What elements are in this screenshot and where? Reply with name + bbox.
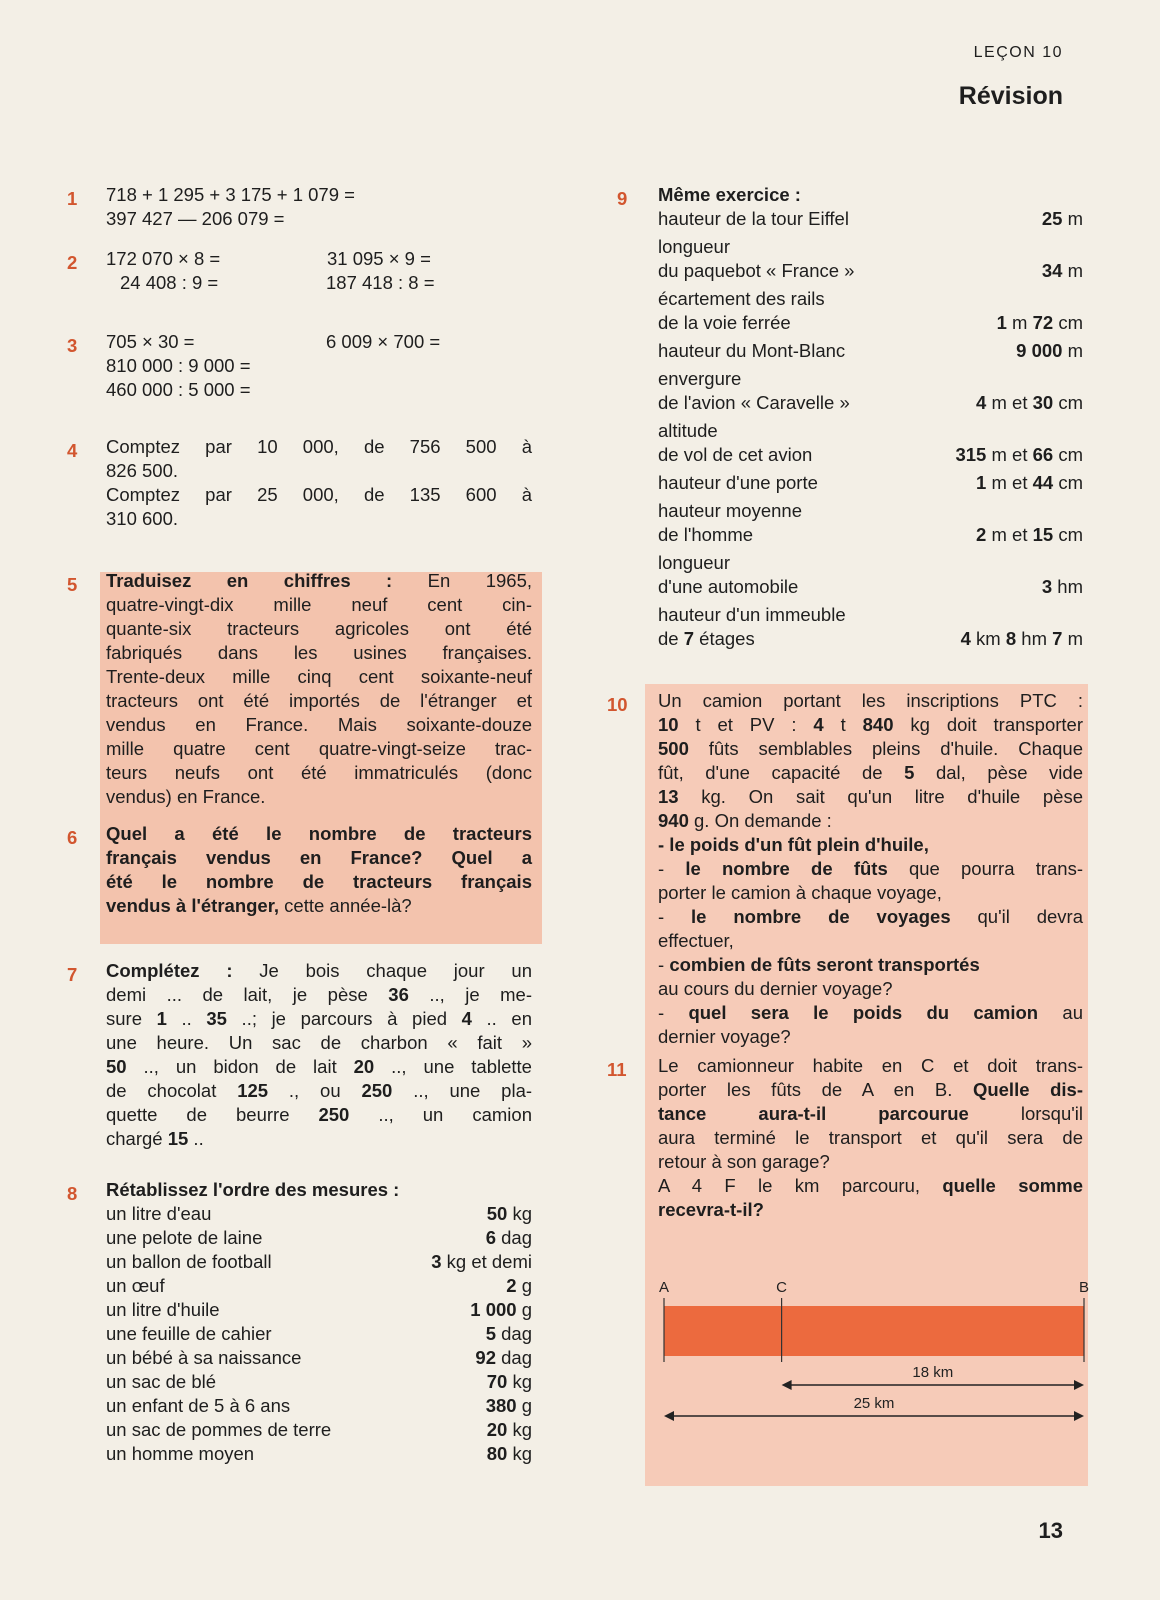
ex2-op-2: 31 095 × 9 = bbox=[327, 248, 431, 269]
ex9-item-pre: hauteur moyenne bbox=[658, 500, 802, 521]
ex5-line-4: Trente-deux mille cinq cent soixante-neuf bbox=[106, 666, 532, 687]
ex9-item-value: 3 hm bbox=[1041, 576, 1083, 597]
ex8-measure-label: un œuf bbox=[106, 1275, 165, 1296]
ex9-item-value: 1 m et 44 cm bbox=[976, 472, 1083, 493]
ex8-measure-row bbox=[106, 1202, 532, 1226]
ex8-measure-list bbox=[106, 1202, 532, 1466]
diagram-label-b: B bbox=[1078, 1279, 1090, 1296]
ex9-item-value: 9 000 m bbox=[1016, 340, 1083, 361]
ex10-q3b: le nombre de voyages bbox=[691, 906, 951, 927]
exercise-number-10: 10 bbox=[607, 694, 628, 715]
distance-cb-arrowhead-right bbox=[1074, 1380, 1084, 1390]
diagram-label-c: C bbox=[776, 1279, 788, 1296]
ex8-measure-row bbox=[106, 1394, 532, 1418]
exercise-1 bbox=[106, 183, 355, 231]
ex11-l2b: Quelle dis- bbox=[972, 1079, 1083, 1100]
ex9-item-pre: hauteur d'un immeuble bbox=[658, 604, 846, 625]
ex8-measure-label: un homme moyen bbox=[106, 1443, 255, 1464]
ex3-op-2: 6 009 × 700 = bbox=[326, 331, 441, 352]
ex4-line-4: 310 600. bbox=[106, 508, 179, 529]
exercise-number-9: 9 bbox=[617, 188, 628, 209]
ex7-line-5c: 20 bbox=[353, 1056, 375, 1077]
ex6-line-1: Quel a été le nombre de tracteurs bbox=[106, 823, 532, 844]
exercise-10 bbox=[658, 689, 1083, 1049]
ex7-line-6c: ., ou bbox=[268, 1080, 362, 1101]
ex7-line-8c: .. bbox=[188, 1128, 204, 1149]
ex11-line-7: recevra-t-il? bbox=[658, 1199, 764, 1220]
ex7-line-3f: 4 bbox=[461, 1008, 472, 1029]
ex2-op-3: 24 408 : 9 = bbox=[120, 272, 219, 293]
ex7-line-2a: demi ... de lait, je pèse bbox=[106, 984, 389, 1005]
ex10-l2c: 4 bbox=[813, 714, 824, 735]
ex7-line-3g: .. en bbox=[471, 1008, 532, 1029]
ex9-item-label: de la voie ferrée bbox=[658, 312, 791, 333]
ex10-q5c: au bbox=[1038, 1002, 1083, 1023]
ex7-line-7c: .., un camion bbox=[349, 1104, 532, 1125]
ex5-line-0: En 1965, bbox=[392, 570, 533, 591]
exercise-2 bbox=[106, 247, 486, 295]
exercise-9 bbox=[658, 183, 1083, 655]
ex9-title: Même exercice : bbox=[658, 184, 801, 205]
ex10-l3b: fûts semblables pleins d'huile. Chaque bbox=[688, 738, 1083, 759]
ex10-q2c: que pourra trans- bbox=[887, 858, 1083, 879]
ex7-line-3d: 35 bbox=[206, 1008, 227, 1029]
ex9-item-pre: envergure bbox=[658, 368, 742, 389]
ex9-measure-item bbox=[658, 235, 1083, 283]
ex7-line-6a: de chocolat bbox=[106, 1080, 238, 1101]
distance-ab-arrowhead-left bbox=[664, 1411, 674, 1421]
exercise-number-8: 8 bbox=[67, 1183, 78, 1204]
distance-diagram bbox=[650, 1270, 1090, 1430]
ex7-line-3e: ..; je parcours à pied bbox=[226, 1008, 462, 1029]
ex9-item-label: d'une automobile bbox=[658, 576, 799, 597]
ex6-line-4-rest: cette année-là? bbox=[279, 895, 412, 916]
ex9-item-value: 2 m et 15 cm bbox=[976, 524, 1083, 545]
ex1-line-2: 397 427 — 206 079 = bbox=[106, 208, 285, 229]
ex8-measure-value: 3 kg et demi bbox=[431, 1251, 532, 1272]
ex10-l5a: 13 bbox=[658, 786, 679, 807]
exercise-number-5: 5 bbox=[67, 574, 78, 595]
ex3-op-4: 460 000 : 5 000 = bbox=[106, 379, 251, 400]
ex8-measure-row bbox=[106, 1370, 532, 1394]
ex9-item-value: 4 m et 30 cm bbox=[976, 392, 1083, 413]
exercise-number-6: 6 bbox=[67, 827, 78, 848]
ex10-l2a: 10 bbox=[658, 714, 679, 735]
ex8-measure-value: 70 kg bbox=[486, 1371, 532, 1392]
exercise-6 bbox=[106, 822, 532, 918]
ex10-line-1: Un camion portant les inscriptions PTC : bbox=[658, 690, 1083, 711]
ex8-measure-value: 6 dag bbox=[485, 1227, 532, 1248]
exercise-number-3: 3 bbox=[67, 335, 78, 356]
ex4-line-2: 826 500. bbox=[106, 460, 179, 481]
ex10-q5d: dernier voyage? bbox=[658, 1026, 791, 1047]
ex5-line-3: fabriqués dans les usines françaises. bbox=[106, 642, 532, 663]
ex2-op-1: 172 070 × 8 = bbox=[106, 248, 221, 269]
ex11-l3b: lorsqu'il bbox=[968, 1103, 1083, 1124]
page-title: Révision bbox=[958, 82, 1063, 110]
ex5-line-6: vendus en France. Mais soixante-douze bbox=[106, 714, 532, 735]
ex9-item-label: de vol de cet avion bbox=[658, 444, 813, 465]
ex4-line-1: Comptez par 10 000, de 756 500 à bbox=[106, 436, 532, 457]
ex5-line-1: quatre-vingt-dix mille neuf cent cin- bbox=[106, 594, 532, 615]
exercise-number-2: 2 bbox=[67, 252, 78, 273]
ex9-item-value: 315 m et 66 cm bbox=[955, 444, 1083, 465]
ex8-measure-value: 380 g bbox=[485, 1395, 532, 1416]
ex8-measure-value: 50 kg bbox=[486, 1203, 532, 1224]
ex8-measure-value: 1 000 g bbox=[470, 1299, 532, 1320]
ex10-q4b: combien de fûts seront transportés bbox=[669, 954, 980, 975]
ex8-measure-row bbox=[106, 1226, 532, 1250]
ex10-q3c: qu'il devra bbox=[950, 906, 1083, 927]
ex6-line-3: été le nombre de tracteurs français bbox=[106, 871, 532, 892]
ex8-measure-label: un sac de blé bbox=[106, 1371, 217, 1392]
ex5-lead: Traduisez en chiffres : bbox=[106, 570, 393, 591]
ex10-l2e: 840 bbox=[862, 714, 894, 735]
ex9-item-value: 34 m bbox=[1041, 260, 1083, 281]
ex9-measure-list bbox=[658, 207, 1083, 651]
ex7-line-6e: .., une pla- bbox=[392, 1080, 533, 1101]
lesson-label: LEÇON 10 bbox=[973, 44, 1063, 61]
ex7-line-2b: 36 bbox=[388, 984, 409, 1005]
ex8-measure-row bbox=[106, 1418, 532, 1442]
ex11-line-1: Le camionneur habite en C et doit trans- bbox=[658, 1055, 1083, 1076]
ex7-lead: Complétez : bbox=[106, 960, 233, 981]
exercise-4 bbox=[106, 435, 532, 531]
exercise-number-11: 11 bbox=[607, 1059, 627, 1080]
ex11-l6b: quelle somme bbox=[942, 1175, 1083, 1196]
ex8-measure-label: un sac de pommes de terre bbox=[106, 1419, 332, 1440]
diagram-label-a: A bbox=[658, 1279, 670, 1296]
ex3-op-1: 705 × 30 = bbox=[106, 331, 195, 352]
exercise-11 bbox=[658, 1054, 1083, 1222]
ex8-measure-value: 2 g bbox=[506, 1275, 532, 1296]
ex8-measure-row bbox=[106, 1274, 532, 1298]
ex7-line-2c: .., je me- bbox=[408, 984, 532, 1005]
ex9-item-label: de l'avion « Caravelle » bbox=[658, 392, 850, 413]
road-bar bbox=[664, 1306, 1084, 1356]
ex6-line-2: français vendus en France? Quel a bbox=[106, 847, 532, 868]
ex8-title: Rétablissez l'ordre des mesures : bbox=[106, 1179, 400, 1200]
ex6-line-4-bold: vendus à l'étranger, bbox=[106, 895, 280, 916]
ex9-measure-item bbox=[658, 551, 1083, 599]
ex9-item-pre: longueur bbox=[658, 236, 731, 257]
ex10-l2d: t bbox=[823, 714, 863, 735]
ex10-q5b: quel sera le poids du camion bbox=[688, 1002, 1039, 1023]
ex10-l4c: dal, pèse vide bbox=[914, 762, 1083, 783]
ex8-measure-label: un ballon de football bbox=[106, 1251, 272, 1272]
ex10-q2b: le nombre de fûts bbox=[685, 858, 888, 879]
ex11-l6a: A 4 F le km parcouru, bbox=[658, 1175, 943, 1196]
ex9-item-label: de l'homme bbox=[658, 524, 754, 545]
ex9-item-value: 4 km 8 hm 7 m bbox=[960, 628, 1083, 649]
ex8-measure-row bbox=[106, 1250, 532, 1274]
ex9-measure-item bbox=[658, 603, 1083, 651]
ex2-op-4: 187 418 : 8 = bbox=[326, 272, 435, 293]
ex10-q2a: - bbox=[658, 858, 686, 879]
ex9-item-label: de 7 étages bbox=[658, 628, 755, 649]
ex9-item-pre: longueur bbox=[658, 552, 731, 573]
ex7-line-5b: .., un bidon de lait bbox=[126, 1056, 354, 1077]
distance-cb-label: 18 km bbox=[912, 1364, 954, 1381]
ex7-line-4: une heure. Un sac de charbon « fait » bbox=[106, 1032, 532, 1053]
ex10-q5a: - bbox=[658, 1002, 689, 1023]
ex7-line-7b: 250 bbox=[318, 1104, 350, 1125]
ex9-item-value: 25 m bbox=[1041, 208, 1083, 229]
ex7-line-3c: .. bbox=[166, 1008, 207, 1029]
ex9-item-label: hauteur de la tour Eiffel bbox=[658, 208, 849, 229]
ex7-line-5a: 50 bbox=[106, 1056, 127, 1077]
distance-cb-arrowhead-left bbox=[782, 1380, 792, 1390]
ex10-q3a: - bbox=[658, 906, 692, 927]
ex10-l6b: g. On demande : bbox=[688, 810, 832, 831]
ex10-question-1: - le poids d'un fût plein d'huile, bbox=[658, 834, 929, 855]
ex7-line-3b: 1 bbox=[156, 1008, 167, 1029]
exercise-7 bbox=[106, 959, 532, 1151]
ex8-measure-label: un bébé à sa naissance bbox=[106, 1347, 302, 1368]
ex9-measure-item bbox=[658, 287, 1083, 335]
ex10-l2b: t et PV : bbox=[678, 714, 814, 735]
ex10-l4a: fût, d'une capacité de bbox=[658, 762, 905, 783]
ex9-item-pre: écartement des rails bbox=[658, 288, 825, 309]
ex8-measure-row bbox=[106, 1322, 532, 1346]
ex9-measure-item bbox=[658, 419, 1083, 467]
ex7-line-6d: 250 bbox=[361, 1080, 393, 1101]
ex5-line-5: tracteurs ont été importés de l'étranger et bbox=[106, 690, 532, 711]
ex9-measure-item bbox=[658, 471, 1083, 495]
ex7-line-8b: 15 bbox=[167, 1128, 189, 1149]
ex8-measure-row bbox=[106, 1298, 532, 1322]
ex3-op-3: 810 000 : 9 000 = bbox=[106, 355, 251, 376]
ex10-q2d: porter le camion à chaque voyage, bbox=[658, 882, 942, 903]
ex8-measure-label: une pelote de laine bbox=[106, 1227, 263, 1248]
ex7-line-5d: .., une tablette bbox=[374, 1056, 532, 1077]
ex9-measure-item bbox=[658, 499, 1083, 547]
ex10-l5b: kg. On sait qu'un litre d'huile pèse bbox=[678, 786, 1083, 807]
ex10-l3a: 500 bbox=[658, 738, 689, 759]
ex5-line-7: mille quatre cent quatre-vingt-seize trac- bbox=[106, 738, 532, 759]
distance-ab-label: 25 km bbox=[853, 1395, 895, 1412]
ex8-measure-label: une feuille de cahier bbox=[106, 1323, 272, 1344]
ex5-line-9: vendus) en France. bbox=[106, 786, 266, 807]
ex10-l6a: 940 bbox=[658, 810, 689, 831]
ex11-line-4: aura terminé le transport et qu'il sera de bbox=[658, 1127, 1083, 1148]
ex9-item-label: hauteur du Mont-Blanc bbox=[658, 340, 846, 361]
ex9-item-label: hauteur d'une porte bbox=[658, 472, 818, 493]
ex10-l2f: kg doit transporter bbox=[893, 714, 1084, 735]
ex9-item-label: du paquebot « France » bbox=[658, 260, 855, 281]
ex9-measure-item bbox=[658, 367, 1083, 415]
ex11-l2a: porter les fûts de A en B. bbox=[658, 1079, 973, 1100]
ex5-line-2: quante-six tracteurs agricoles ont été bbox=[106, 618, 532, 639]
exercise-number-1: 1 bbox=[67, 188, 78, 209]
ex10-q4a: - bbox=[658, 954, 670, 975]
exercise-3 bbox=[106, 330, 486, 402]
ex8-measure-label: un enfant de 5 à 6 ans bbox=[106, 1395, 291, 1416]
ex8-measure-value: 80 kg bbox=[486, 1443, 532, 1464]
ex11-line-5: retour à son garage? bbox=[658, 1151, 830, 1172]
page-number: 13 bbox=[1038, 1518, 1063, 1543]
ex8-measure-label: un litre d'eau bbox=[106, 1203, 212, 1224]
ex7-line-1: Je bois chaque jour un bbox=[232, 960, 532, 981]
exercise-number-7: 7 bbox=[67, 964, 78, 985]
ex8-measure-value: 20 kg bbox=[486, 1419, 532, 1440]
ex1-line-1: 718 + 1 295 + 3 175 + 1 079 = bbox=[106, 184, 355, 205]
distance-ab-arrowhead-right bbox=[1074, 1411, 1084, 1421]
ex7-line-6b: 125 bbox=[237, 1080, 269, 1101]
ex11-l3a: tance aura-t-il parcourue bbox=[658, 1103, 969, 1124]
ex7-line-7a: quette de beurre bbox=[106, 1104, 319, 1125]
ex8-measure-row bbox=[106, 1442, 532, 1466]
ex8-measure-value: 5 dag bbox=[485, 1323, 532, 1344]
ex10-l4b: 5 bbox=[904, 762, 915, 783]
exercise-5 bbox=[106, 569, 532, 809]
ex9-item-value: 1 m 72 cm bbox=[996, 312, 1083, 333]
ex10-q4c: au cours du dernier voyage? bbox=[658, 978, 893, 999]
exercise-number-4: 4 bbox=[67, 440, 78, 461]
ex8-measure-label: un litre d'huile bbox=[106, 1299, 220, 1320]
ex5-line-8: teurs neufs ont été immatriculés (donc bbox=[106, 762, 532, 783]
ex4-line-3: Comptez par 25 000, de 135 600 à bbox=[106, 484, 532, 505]
ex8-measure-row bbox=[106, 1346, 532, 1370]
exercise-8 bbox=[106, 1178, 532, 1466]
ex8-measure-value: 92 dag bbox=[475, 1347, 532, 1368]
ex9-measure-item bbox=[658, 207, 1083, 231]
ex9-measure-item bbox=[658, 339, 1083, 363]
ex7-line-3a: sure bbox=[106, 1008, 157, 1029]
ex7-line-8a: chargé bbox=[106, 1128, 168, 1149]
ex9-item-pre: altitude bbox=[658, 420, 718, 441]
ex10-q3d: effectuer, bbox=[658, 930, 734, 951]
